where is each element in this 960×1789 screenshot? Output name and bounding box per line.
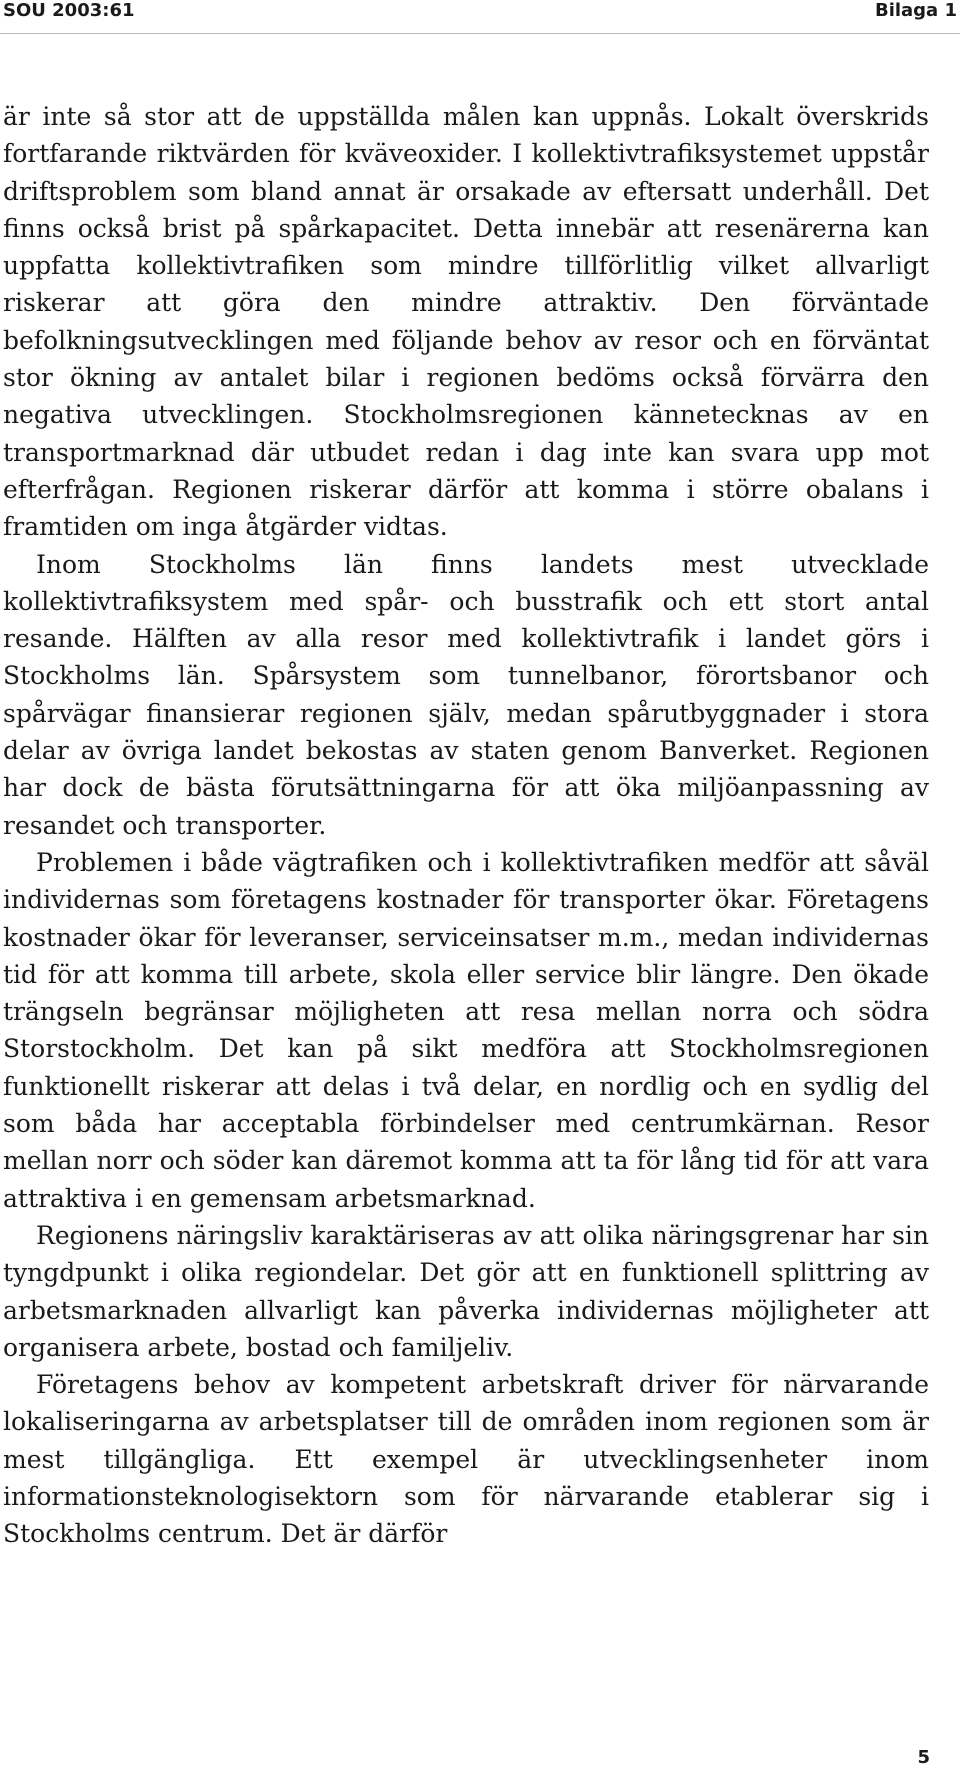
page-header (0, 0, 960, 24)
document-reference: SOU 2003:61 (3, 0, 135, 21)
paragraph: är inte så stor att de uppställda målen kan uppnås. Lokalt överskrids fortfarande riktvärden för kväveoxider. I kollektivtrafiksystemet uppstår driftsproblem som bland annat är orsakade av eftersatt underhåll. Det finns också brist på spårkapacitet. Detta innebär att resenärerna kan uppfatta kollektivtrafiken som mindre tillförlitlig vilket allvarligt riskerar att göra den mindre attraktiv. Den förväntade befolkningsutvecklingen med följande behov av resor och en förväntat stor ökning av antalet bilar i regionen bedöms också förvärra den negativa utvecklingen. Stockholmsregionen kännetecknas av en transportmarknad där utbudet redan i dag inte kan svara upp mot efterfrågan. Regionen riskerar därför att komma i större obalans i framtiden om inga åtgärder vidtas. (3, 102, 929, 542)
paragraph: Problemen i både vägtrafiken och i kollektivtrafiken medför att såväl individernas som företagens kostnader för transporter ökar. Företagens kostnader ökar för leveranser, serviceinsatser m.m., medan individernas tid för att komma till arbete, skola eller service blir längre. Den ökade trängseln begränsar möjligheten att resa mellan norra och södra Storstockholm. Det kan på sikt medföra att Stockholmsregionen funktionellt riskerar att delas i två delar, en nordlig och en sydlig del som båda har acceptabla förbindelser med centrumkärnan. Resor mellan norr och söder kan däremot komma att ta för lång tid för att vara attraktiva i en gemensam arbetsmarknad. (3, 847, 929, 1213)
paragraph: Inom Stockholms län finns landets mest utvecklade kollektivtrafiksystem med spår- och busstrafik och ett stort antal resande. Hälften av alla resor med kollektivtrafik i landet görs i Stockholms län. Spårsystem som tunnelbanor, förortsbanor och spårvägar finansierar regionen själv, medan spårutbyggnader i stora delar av övriga landet bekostas av staten genom Banverket. Regionen har dock de bästa förutsättningarna för att öka miljöanpassning av resandet och transporter. (3, 549, 929, 840)
page-number: 5 (917, 1747, 930, 1768)
paragraph: Företagens behov av kompetent arbetskraft driver för närvarande lokaliseringarna av arbetsplatser till de områden inom regionen som är mest tillgängliga. Ett exempel är utvecklingsenheter inom informationsteknologisektorn som för närvarande etablerar sig i Stockholms centrum. Det är därför (3, 1370, 929, 1549)
appendix-label: Bilaga 1 (874, 0, 957, 21)
body-text (3, 98, 929, 1553)
paragraph: Regionens näringsliv karaktäriseras av att olika näringsgrenar har sin tyngdpunkt i olika regiondelar. Det gör att en funktionell splittring av arbetsmarknaden allvarligt kan påverka individernas möjligheter att organisera arbete, bostad och familjeliv. (3, 1220, 929, 1362)
header-divider (0, 33, 960, 34)
